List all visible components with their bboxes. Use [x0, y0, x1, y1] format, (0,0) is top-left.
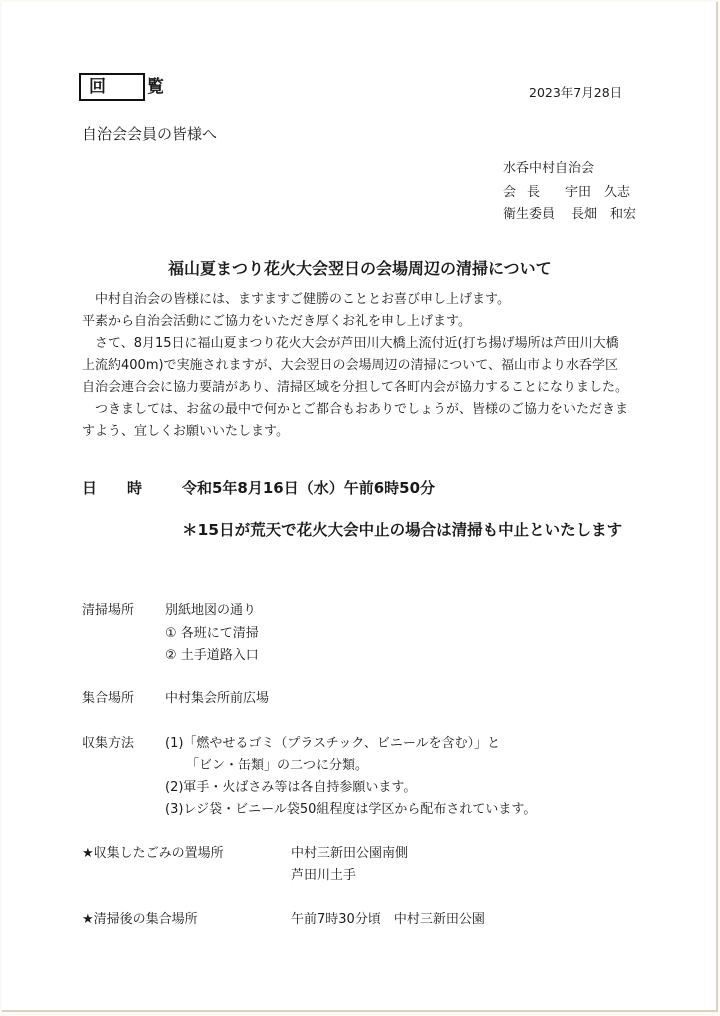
sender-org: 水呑中村自治会 [503, 161, 595, 176]
body-line: つきましては、お盆の最中で何かとご都合もおありでしょうが、皆様のご協力をいただきま [82, 402, 629, 417]
notice-page [2, 2, 718, 1012]
meeting-place-value: 中村集会所前広場 [165, 691, 270, 706]
meeting-place-label: 集合場所 [82, 691, 135, 706]
garbage-place-label: ★収集したごみの置場所 [82, 846, 224, 861]
circular-stamp: 回 覧 [79, 73, 145, 101]
body-line: 自治会連合会に協力要請があり、清掃区域を分担して各町内会が協力することになりました。 [82, 380, 629, 395]
collection-line: (3)レジ袋・ビニール袋50組程度は学区から配布されています。 [165, 802, 537, 817]
collection-line: (1)「燃やせるゴミ（プラスチック、ビニールを含む）」と [165, 736, 501, 751]
cleaning-place-item: ② 土手道路入口 [165, 648, 259, 663]
hygiene-role: 衛生委員 [503, 207, 556, 222]
cleaning-place-item: ① 各班にて清掃 [165, 626, 259, 641]
body-line: さて、8月15日に福山夏まつり花火大会が芦田川大橋上流付近(打ち揚げ場所は芦田川大橋 [82, 336, 619, 351]
rain-cancel-note: ＊15日が荒天で花火大会中止の場合は清掃も中止といたします [182, 521, 623, 539]
hygiene-name: 長畑 和宏 [571, 207, 637, 222]
garbage-place-value: 芦田川土手 [291, 868, 357, 883]
body-line: 中村自治会の皆様には、ますますご健勝のこととお喜び申し上げます。 [82, 292, 510, 307]
schedule-value: 令和5年8月16日（水）午前6時50分 [182, 479, 436, 497]
cleaning-place-label: 清掃場所 [82, 603, 135, 618]
body-line: 平素から自治会活動にご協力をいただき厚くお礼を申し上げます。 [82, 314, 471, 329]
chair-role: 会長 [503, 185, 552, 200]
body-line: すよう、宜しくお願いいたします。 [82, 424, 289, 439]
document-title: 福山夏まつり花火大会翌日の会場周辺の清掃について [168, 259, 552, 278]
collection-label: 収集方法 [82, 736, 135, 751]
body-line: 上流約400m)で実施されますが、大会翌日の会場周辺の清掃について、福山市より水呑学区 [82, 358, 619, 373]
garbage-place-value: 中村三新田公園南側 [291, 846, 409, 861]
addressee: 自治会会員の皆様へ [82, 125, 218, 143]
sender-hygiene [503, 203, 636, 222]
chair-name: 宇田 久志 [565, 185, 631, 200]
document-date: 2023年7月28日 [529, 85, 623, 100]
schedule-label: 日時 [82, 479, 173, 497]
after-meeting-value: 午前7時30分頃 中村三新田公園 [291, 912, 485, 927]
sender-chair [503, 181, 630, 200]
collection-line: 「ビン・缶類」の二つに分類。 [186, 758, 369, 773]
after-meeting-label: ★清掃後の集合場所 [82, 912, 198, 927]
collection-line: (2)軍手・火ばさみ等は各自持参願います。 [165, 780, 417, 795]
cleaning-place-value: 別紙地図の通り [165, 603, 257, 618]
